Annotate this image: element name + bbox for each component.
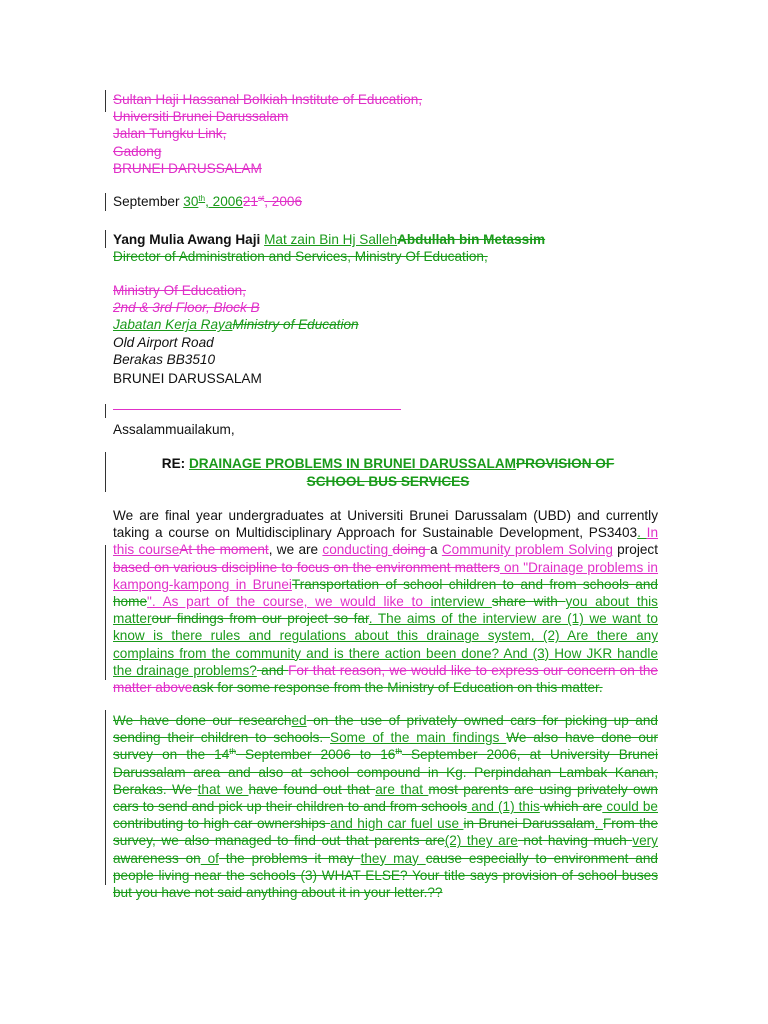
body-paragraph-2 (113, 712, 658, 901)
del: doing (392, 542, 430, 558)
address-floor: 2nd & 3rd Floor, Block B (113, 300, 260, 316)
ins: they may (360, 850, 426, 866)
del: September 2006 to 16 (235, 747, 396, 763)
date-day-old-suffix: st (258, 194, 265, 203)
date-day-old: 21 (242, 194, 258, 209)
del: . (598, 680, 603, 696)
ins: . The aims of the interview are (1) we want to know is there rules and regulations about this drainage system, (2) Are there any complains from the community and is there action been done? And (3) How JKR handle the drainage problems? (113, 611, 658, 678)
address-ministry: Ministry Of Education, (113, 283, 246, 298)
revision-bar (105, 710, 106, 885)
recipient-position-text: Director of Administration and Services, Ministry Of Education, (113, 249, 488, 264)
del: the problems it may (218, 850, 361, 866)
revision-bar (105, 452, 106, 492)
recipient-title: Yang Mulia Awang Haji (113, 232, 265, 247)
revision-bar (105, 545, 106, 680)
institute-line: BRUNEI DARUSSALAM (113, 160, 262, 176)
del: ask for some response from the Ministry of Education on this matter (192, 680, 599, 696)
body-paragraph-1 (113, 507, 658, 696)
address-dept-new: Jabatan Kerja Raya (113, 317, 233, 333)
del: For that reason, we would like to express our concern on the matter above (113, 662, 658, 696)
del: We also have done our survey on the 14 (113, 730, 658, 763)
revision-bar (105, 193, 106, 211)
recipient-name-old: Abdullah bin Metassim (397, 232, 546, 247)
address-city: Berakas BB3510 (113, 351, 216, 367)
subject-old: PROVISION OF (516, 456, 615, 471)
del: and (256, 662, 289, 678)
institute-line: Universiti Brunei Darussalam (113, 109, 289, 125)
del: We have done our research (113, 713, 292, 728)
ins: that we (197, 781, 249, 797)
del: September 2006, at University Brunei Darussalam area and also at school compound in Kg. Perpindahan Lambak Kanan, Berakas. We (113, 747, 658, 797)
del: th (229, 747, 236, 757)
del: based on various discipline to focus on the environment matters (113, 559, 500, 575)
revision-bar (105, 404, 106, 418)
date-year-new: , 2006 (205, 194, 243, 209)
revision-bar (105, 90, 106, 112)
text: , we are (268, 542, 323, 558)
ins: could be (602, 799, 658, 815)
subject-line (118, 455, 658, 491)
ins: Some of the main findings (330, 730, 507, 746)
recipient-name-new: Mat zain Bin Hj Salleh (264, 232, 398, 247)
institute-address (113, 91, 658, 177)
ins: and (1) this (467, 799, 540, 815)
ins: interview (430, 594, 492, 610)
subject-new: DRAINAGE PROBLEMS IN BRUNEI DARUSSALAM (188, 456, 516, 471)
ins: . (594, 816, 603, 832)
del: From the survey, we also managed to find out that parents are (113, 816, 659, 849)
del: not having much (517, 833, 633, 849)
greeting: Assalammuailakum, (113, 422, 235, 437)
ins: ". (147, 594, 163, 610)
ins: are that (375, 781, 429, 797)
ins: ed (291, 713, 307, 728)
subject-prefix: RE: (161, 456, 189, 471)
ins: (2) they are (444, 833, 518, 849)
letter-date (113, 193, 658, 210)
ins: conducting (322, 542, 393, 558)
del: th (395, 747, 402, 757)
address-country: BRUNEI DARUSSALAM (113, 371, 262, 387)
date-year-old: , 2006 (264, 194, 303, 209)
ins: Community problem Solving (441, 542, 613, 558)
address-road: Old Airport Road (113, 334, 214, 350)
institute-line: Sultan Haji Hassanal Bolkiah Institute of Education, (113, 92, 423, 107)
del: our findings from our project so far (151, 611, 369, 627)
date-month: September (113, 194, 184, 209)
inserted-line (113, 409, 401, 410)
ins: As part of the course, we would like to (162, 594, 431, 610)
ins: very (632, 833, 658, 849)
text: We are final year undergraduates at Universiti Brunei Darussalam (UBD) and currently taking a course on Multidisciplinary Approach for Sustainable Development, PS3403 (113, 508, 658, 541)
del: on the use of privately owned cars for picking up and sending their children to schools. (113, 713, 658, 746)
text: a (430, 542, 442, 558)
del: At the moment (179, 542, 269, 558)
institute-line: Jalan Tungku Link, (113, 126, 227, 142)
text: project (612, 542, 658, 558)
subject-old: SCHOOL BUS SERVICES (306, 474, 470, 489)
ins: on "Drainage problems in kampong-kampong in Brunei (113, 559, 658, 592)
recipient-name (113, 231, 658, 248)
del: have found out that (248, 781, 376, 797)
del: cause especially to environment and people living near the schools (3) WHAT ELSE? Your title says provision of school buses but you have not said anything about it in your letter.?? (113, 850, 658, 901)
date-day-new-suffix: th (198, 194, 206, 203)
ins: of (200, 850, 219, 866)
recipient-position (113, 248, 658, 265)
recipient-address (113, 282, 658, 387)
del: contributing to high car ownerships (113, 816, 331, 832)
del: which are (539, 799, 603, 815)
del: in Brunei Darussalam (463, 816, 595, 832)
date-day-new: 30 (183, 194, 199, 209)
del: share with (491, 594, 566, 610)
del: most parents are using privately own cars to send and pick up their children to and from schools (113, 781, 658, 815)
address-dept-old: Ministry of Education (232, 317, 359, 333)
ins: In this course (113, 525, 659, 558)
institute-line: Gadong (113, 143, 162, 159)
ins: you about this matter (113, 594, 658, 627)
revision-bar (105, 230, 106, 248)
ins: . (637, 525, 647, 541)
del: awareness on (113, 850, 201, 866)
del: Transportation of school children to and from schools and home (113, 576, 658, 610)
ins: and high car fuel use (330, 816, 464, 832)
